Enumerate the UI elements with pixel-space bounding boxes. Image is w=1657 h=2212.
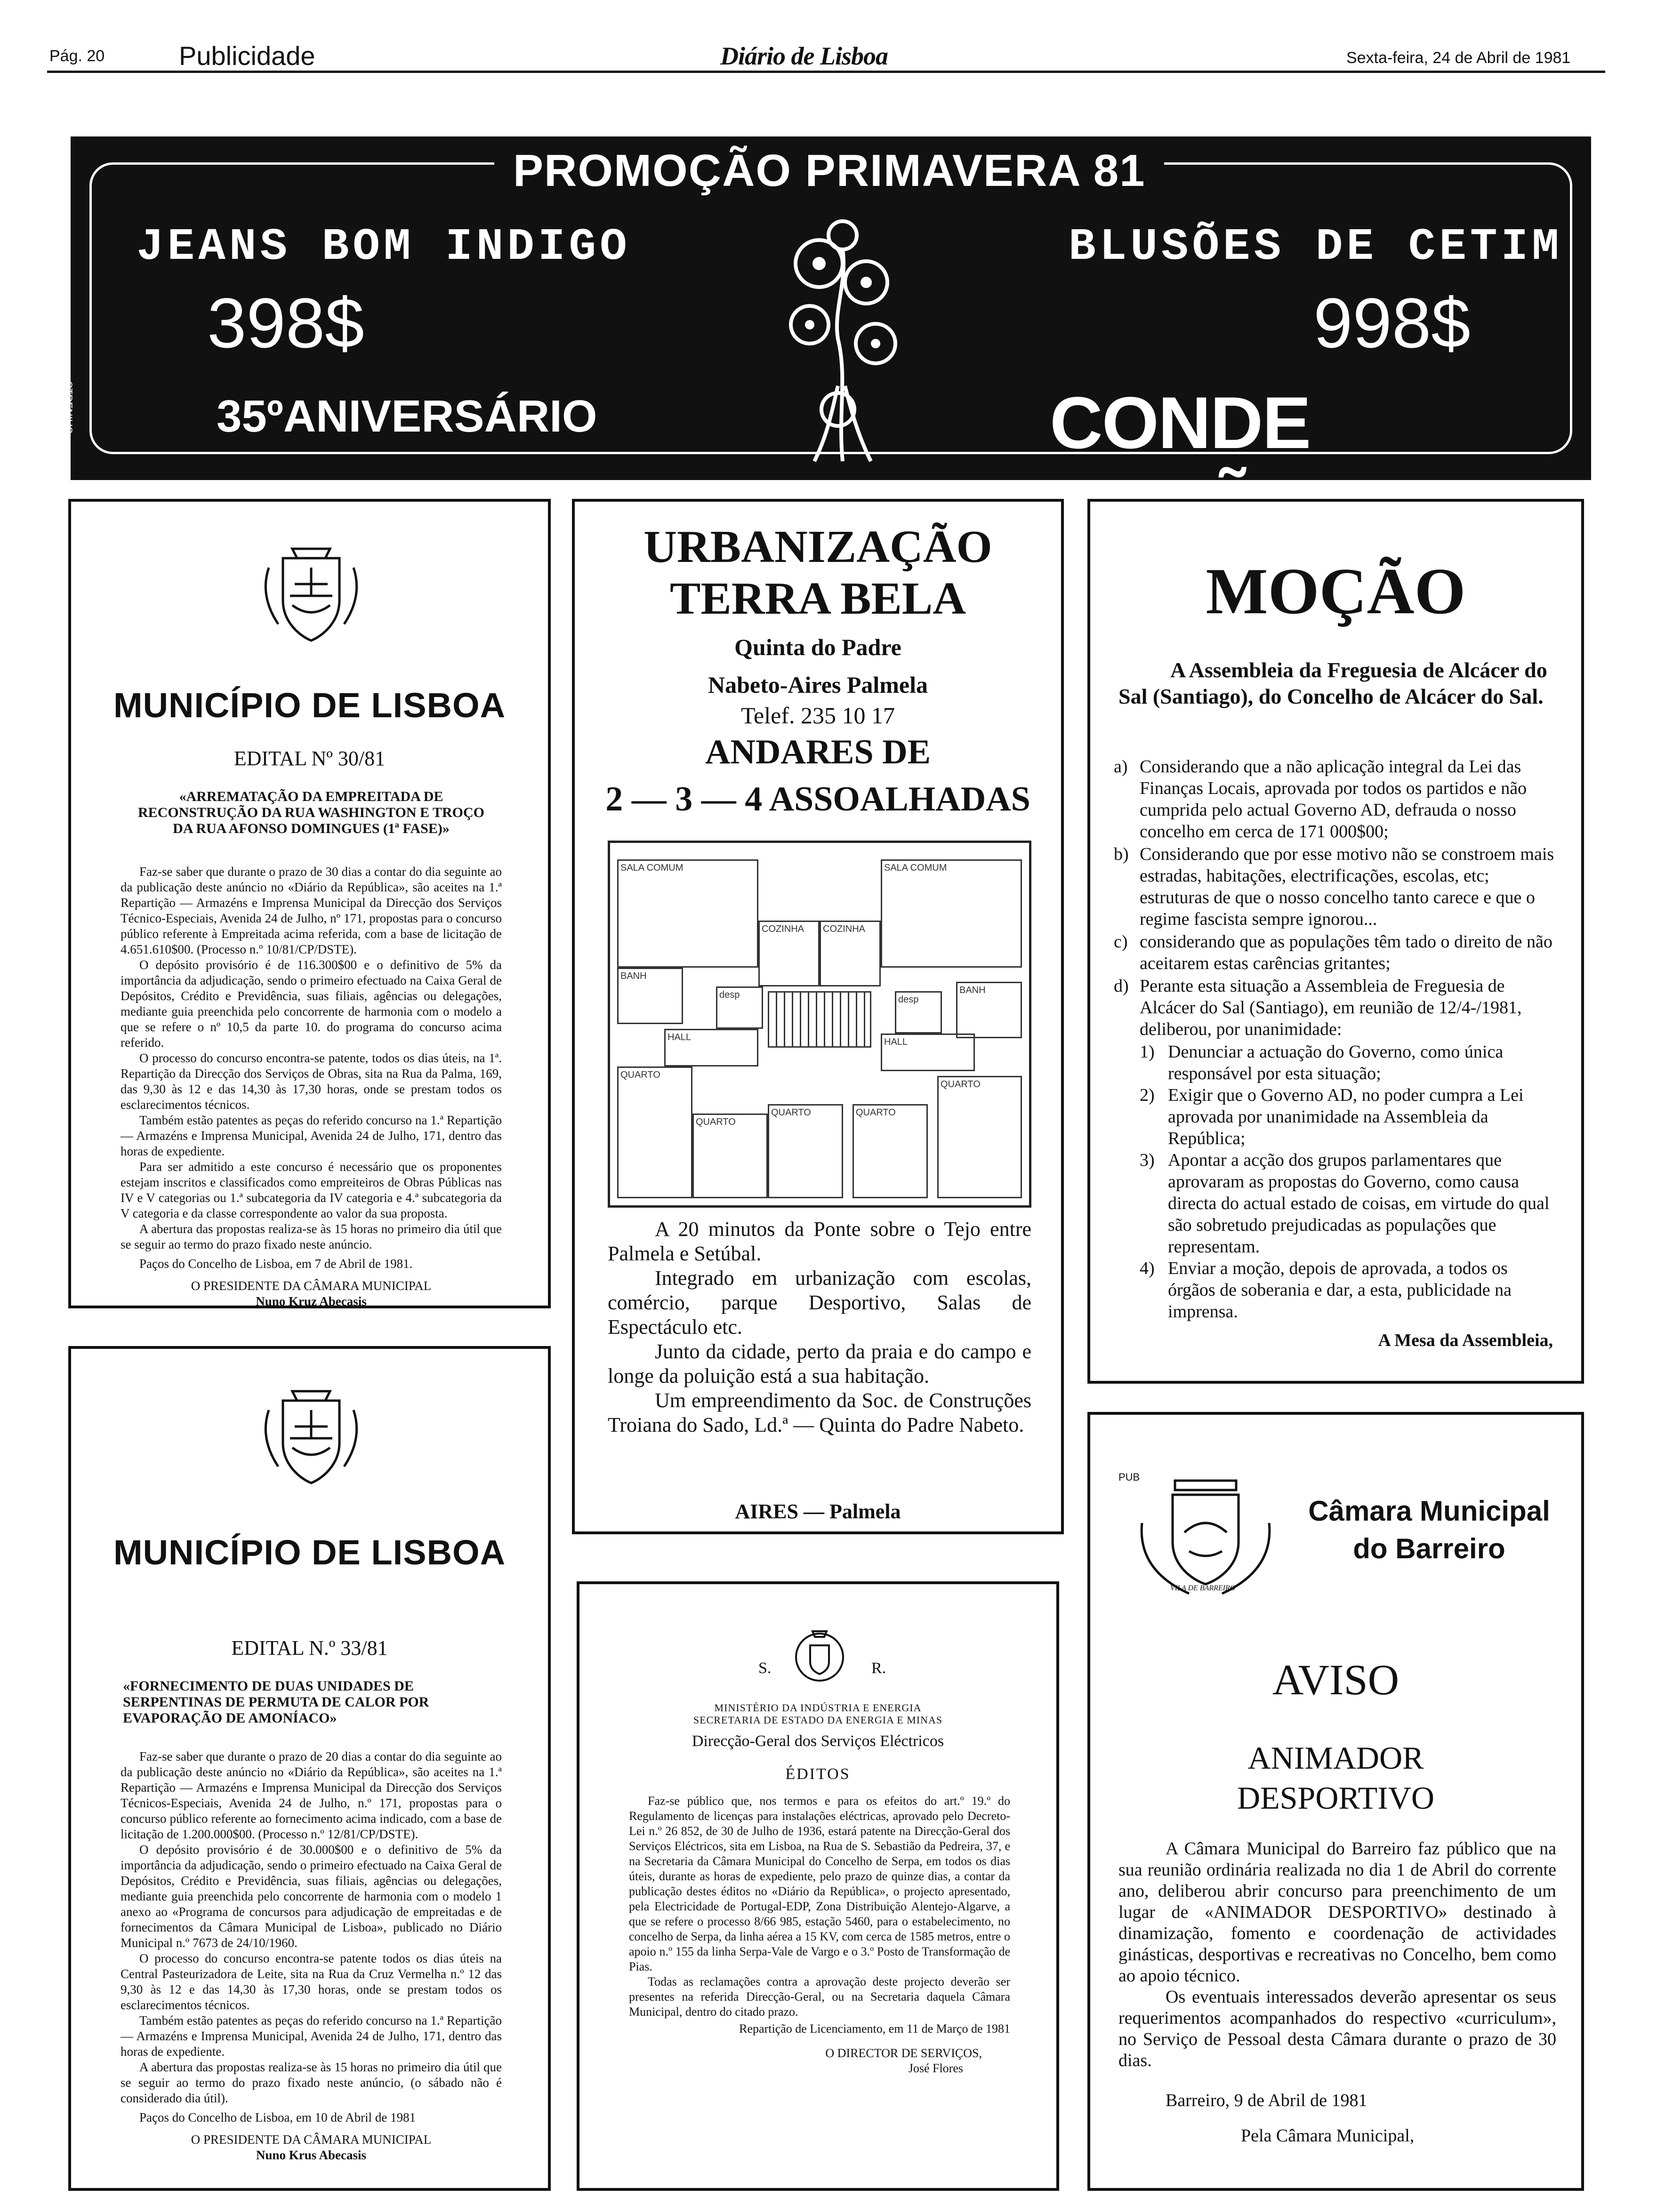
plan-label: COZINHA <box>762 924 804 934</box>
edital-33-81 <box>68 1346 551 2191</box>
lisbon-crest-icon <box>250 1382 372 1490</box>
plan-label: QUARTO <box>941 1079 981 1090</box>
edital2-subject: «FORNECIMENTO DE DUAS UNIDADES DE SERPENTINAS DE PERMUTA DE CALOR POR EVAPORAÇÃO DE AMONÍACO» <box>123 1678 429 1726</box>
edital2-paragraph: Paços do Concelho de Lisboa, em 10 de Abril de 1981 <box>139 2110 416 2124</box>
edital1-subject: «ARREMATAÇÃO DA EMPREITADA DE RECONSTRUÇÃO DA RUA WASHINGTON E TROÇO DA RUA AFONSO DOMINGUES (1ª FASE)» <box>138 789 484 836</box>
plan-label: QUARTO <box>696 1117 736 1127</box>
left-price: 398$ <box>207 283 364 362</box>
mocao-intro: A Assembleia da Freguesia de Alcácer do Sal (Santiago), do Concelho de Alcácer do Sal. <box>1118 658 1547 708</box>
plan-label: desp <box>719 990 740 1000</box>
seal-right-letter: R. <box>871 1659 886 1677</box>
edital1-paragraph: Para ser admitido a este concurso é necessário que os proponentes estejam inscritos e classificados como empreiteiros de Obras Públicas nas IV e V categorias ou 1.ª subcategoria da IV categoria e 4.ª subcategoria da V categoria e da classe correspondente ao valor da sua proposta. <box>121 1160 502 1220</box>
plan-room <box>820 921 881 986</box>
camara-barreiro <box>1087 1412 1584 2191</box>
item-marker: d) <box>1114 976 1129 996</box>
urb-paragraph: Um empreendimento da Soc. de Construções Troiana do Sado, Ld.ª — Quinta do Padre Nabeto. <box>608 1389 1031 1436</box>
plan-room <box>716 986 763 1029</box>
mocao <box>1087 499 1584 1384</box>
mocao-item <box>1114 843 1556 930</box>
mocao-numbered <box>1140 1084 1556 1149</box>
plan-room <box>617 968 683 1024</box>
promo-banner <box>63 136 1591 480</box>
item-marker: 1) <box>1140 1042 1155 1062</box>
editos-heading: ÉDITOS <box>785 1765 851 1783</box>
mocao-numbered <box>1140 1149 1556 1258</box>
plan-room <box>617 1066 692 1198</box>
edital2-paragraph: O depósito provisório é de 30.000$00 e o definitivo de 5% da importância da adjudicação, sendo o primeiro efectuado na Caixa Geral de Depósitos, Crédito e Previdência, suas filiais, agências ou delegações, mediante guia preenchida pelo concorrente de harmonia com o modelo 1 anexo ao «Programa de concursos para adjudicação de empreitadas e de fornecimentos da Câmara Municipal de Lisboa», publicado no Diário Municipal n.º 7673 de 24/10/1960. <box>121 1843 502 1950</box>
item-text: Denunciar a actuação do Governo, como única responsável por esta situação; <box>1168 1042 1504 1083</box>
edital1-paragraph: A abertura das propostas realiza-se às 15 horas no primeiro dia útil que se seguir ao termo do prazo fixado neste anúncio. <box>121 1222 502 1251</box>
page-number: Pág. 20 <box>49 47 105 65</box>
barreiro-date: Barreiro, 9 de Abril de 1981 <box>1166 2091 1367 2110</box>
mocao-signature: A Mesa da Assembleia, <box>1378 1330 1553 1350</box>
edital2-paragraph: Também estão patentes as peças do referido concurso na 1.ª Repartição — Armazéns e Imprensa Municipal, Avenida 24 de Julho, 171, dentro das horas de expediente. <box>121 2013 502 2059</box>
urb-text <box>608 1217 1031 1437</box>
edital-30-81 <box>68 499 551 1308</box>
plan-room <box>895 991 942 1034</box>
mocao-item <box>1114 975 1556 1040</box>
item-marker: c) <box>1114 932 1128 952</box>
item-marker: 4) <box>1140 1258 1155 1278</box>
barreiro-signature: Pela Câmara Municipal, <box>1241 2126 1415 2146</box>
plan-label: SALA COMUM <box>620 863 684 873</box>
ministerio-signature-title: O DIRECTOR DE SERVIÇOS, <box>825 2046 982 2060</box>
edital1-paragraph: Faz-se saber que durante o prazo de 30 dias a contar do dia seguinte ao da publicação deste anúncio no «Diário da República», são aceites na 1.ª Repartição — Armazéns e Imprensa Municipal da Direcção dos Serviços Técnico-Especiais, Avenida 24 de Julho, nº 171, propostas para o concurso público referente à Empreitada acima referida, com a base de licitação de 4.651.610$00. (Processo n.º 10/81/CP/DSTE). <box>121 865 502 956</box>
seal-left-letter: S. <box>758 1659 772 1677</box>
urb-paragraph: Junto da cidade, perto da praia e do campo e longe da poluição está a sua habitação. <box>608 1340 1031 1387</box>
banner-title: PROMOÇÃO PRIMAVERA 81 <box>494 145 1164 197</box>
edital1-signature-name: Nuno Kruz Abecasis <box>256 1294 367 1308</box>
edital2-signature-name: Nuno Krus Abecasis <box>256 2148 367 2162</box>
edital1-paragraph: O depósito provisório é de 116.300$00 e o definitivo de 5% da importância da adjudicação, sendo o primeiro efectuado na Caixa Geral de Depósitos, Crédito e Previdência, suas filiais, agências ou delegações, mediante guia preenchida pelo concorrente de harmonia com o modelo a que se refere o nº 10,5 da parte 10. do programa do concurso acima referido. <box>121 958 502 1050</box>
barreiro-body <box>1118 1838 1556 2147</box>
edital1-signature-title: O PRESIDENTE DA CÂMARA MUNICIPAL <box>191 1279 432 1293</box>
edital1-paragraph: Paços do Concelho de Lisboa, em 7 de Abril de 1981. <box>139 1257 413 1271</box>
side-credit: STRENIUS <box>63 381 74 434</box>
right-product: BLUSÕES DE CETIM <box>1069 221 1563 272</box>
edital2-paragraph: O processo do concurso encontra-se patente todos os dias úteis na Central Pasteurizadora de Leite, sita na Rua da Cruz Vermelha n.º 12 das 9,30 às 12 e das 14,30 às 17,30 horas, onde se prestam todos os esclarecimentos técnicos. <box>121 1951 502 2012</box>
urb-assoalhadas: 2 — 3 — 4 ASSOALHADAS <box>605 780 1030 818</box>
edital2-paragraph: Faz-se saber que durante o prazo de 20 dias a contar do dia seguinte ao da publicação deste anúncio no «Diário da República», são aceites na 1.ª Repartição — Armazéns e Imprensa Municipal da Direcção dos Serviços Técnicos-Especiais, Avenida 24 de Julho, n.º 171, propostas para o concurso público referente ao fornecimento acima indicado, com a base de licitação de 1.200.000$00. (Processo n.º 12/81/CP/DSTE). <box>121 1749 502 1841</box>
ministerio-paragraph: Todas as reclamações contra a aprovação deste projecto deverão ser presentes na referida Direcção-Geral, ou na Secretaria daquela Câmara Municipal, dentro do citado prazo. <box>629 1975 1010 2019</box>
mocao-title: MOÇÃO <box>1206 555 1466 628</box>
barreiro-paragraph: Os eventuais interessados deverão apresentar os seus requerimentos acompanhados do respectivo «curriculum», no Serviço de Pessoal desta Câmara durante o prazo de 30 dias. <box>1118 1987 1556 2070</box>
urb-title-line1: URBANIZAÇÃO <box>643 521 992 572</box>
mocao-numbered <box>1140 1258 1556 1322</box>
urb-sub2: Nabeto-Aires Palmela <box>708 672 928 698</box>
item-marker: a) <box>1114 757 1128 777</box>
edital1-body <box>121 864 502 1309</box>
edital2-body <box>121 1749 502 2163</box>
secretaria-name: SECRETARIA DE ESTADO DA ENERGIA E MINAS <box>693 1714 943 1726</box>
ministry-name: MINISTÉRIO DA INDÚSTRIA E ENERGIA <box>714 1702 922 1714</box>
mocao-item <box>1114 931 1556 974</box>
store-name: CONDE <box>1050 382 1311 464</box>
urb-paragraph: A 20 minutos da Ponte sobre o Tejo entre Palmela e Setúbal. <box>608 1218 1031 1265</box>
lisbon-crest-icon <box>250 539 372 648</box>
barreiro-title-line2: do Barreiro <box>1353 1533 1505 1564</box>
ministerio-body <box>629 1794 1010 2076</box>
plan-label: HALL <box>884 1037 908 1047</box>
item-text: Considerando que por esse motivo não se constroem mais estradas, habitações, electrificações, escolas, etc; estruturas de que o nosso concelho tanto carece e que o regime fascista sempre ignorou... <box>1140 844 1554 929</box>
item-marker: b) <box>1114 844 1129 864</box>
masthead: Diário de Lisboa <box>720 42 888 70</box>
item-marker: 3) <box>1140 1150 1155 1170</box>
item-marker: 2) <box>1140 1085 1155 1105</box>
urb-phone: Telef. 235 10 17 <box>741 702 895 729</box>
urb-sub1: Quinta do Padre <box>734 634 901 660</box>
plan-room <box>853 1104 928 1198</box>
plan-room <box>692 1114 768 1198</box>
animador-line1: ANIMADOR <box>1247 1740 1424 1776</box>
direccao-name: Direcção-Geral dos Serviços Eléctricos <box>692 1732 944 1750</box>
plan-label: QUARTO <box>771 1107 811 1118</box>
urb-andares: ANDARES DE <box>705 733 931 771</box>
plan-room <box>664 1029 758 1066</box>
barreiro-crest-icon <box>1128 1462 1283 1603</box>
urb-paragraph: Integrado em urbanização com escolas, comércio, parque Desportivo, Salas de Espectáculo etc. <box>608 1266 1031 1338</box>
barreiro-paragraph: A Câmara Municipal do Barreiro faz público que na sua reunião ordinária realizada no dia 1 de Abril do corrente ano, deliberou abrir concurso para preenchimento de um lugar de «ANIMADOR DESPORTIVO» destinado à dinamização, fomento e coordenação de actividades ginásticas, desportivas e recreativas no Concelho, bem como ao apoio técnico. <box>1118 1839 1556 1986</box>
item-text: Enviar a moção, depois de aprovada, a todos os órgãos de soberania e dar, a esta, publicidade na imprensa. <box>1168 1258 1512 1322</box>
ministerio-date: Repartição de Licenciamento, em 11 de Março de 1981 <box>739 2022 1010 2036</box>
ministerio-signature-name: José Flores <box>908 2061 963 2075</box>
portugal-seal-icon <box>787 1622 853 1688</box>
left-product: JEANS BOM INDIGO <box>137 221 631 272</box>
plan-room <box>758 921 820 986</box>
plan-label: BANH <box>620 971 647 981</box>
mocao-numbered <box>1140 1041 1556 1084</box>
flower-illustration-icon <box>767 207 918 471</box>
plan-label: BANH <box>959 985 986 995</box>
edital1-title: MUNICÍPIO DE LISBOA <box>113 686 506 725</box>
right-price: 998$ <box>1313 283 1471 362</box>
edital1-paragraph: O processo do concurso encontra-se patente, todos os dias úteis, na 1ª. Repartição da Direcção dos Serviços de Obras, sita na Rua da Palma, 169, das 9,30 às 12 e das 14,30 às 17,30 horas, onde se prestam todos os esclarecimentos técnicos. <box>121 1051 502 1112</box>
edital1-number: EDITAL Nº 30/81 <box>233 747 386 770</box>
plan-label: SALA COMUM <box>884 863 947 873</box>
mocao-items <box>1114 756 1556 1322</box>
edital2-paragraph: A abertura das propostas realiza-se às 15 horas no primeiro dia útil que se seguir ao termo do prazo fixado neste anúncio, (o sábado não é considerado dia útil). <box>121 2060 502 2105</box>
plan-room <box>881 1034 975 1071</box>
plan-label: HALL <box>668 1032 692 1042</box>
plan-label: COZINHA <box>823 924 865 934</box>
plan-room <box>617 859 758 968</box>
animador-line2: DESPORTIVO <box>1237 1780 1435 1816</box>
plan-room <box>937 1076 1022 1198</box>
edital2-signature-title: O PRESIDENTE DA CÂMARA MUNICIPAL <box>191 2132 432 2147</box>
item-text: Exigir que o Governo AD, no poder cumpra a Lei aprovada por unanimidade na Assembleia da República; <box>1168 1085 1524 1148</box>
urb-footer: AIRES — Palmela <box>735 1500 901 1523</box>
edital1-paragraph: Também estão patentes as peças do referido concurso na 1.ª Repartição — Armazéns e Imprensa Municipal, Avenida 24 de Julho, 171, dentro das horas de expediente. <box>121 1113 502 1158</box>
item-text: Perante esta situação a Assembleia de Freguesia de Alcácer do Sal (Santiago), em reunião de 12/4-/1981, deliberou, por unanimidade: <box>1140 976 1522 1039</box>
barreiro-title-line1: Câmara Municipal <box>1308 1495 1550 1527</box>
edital2-title: MUNICÍPIO DE LISBOA <box>113 1533 506 1572</box>
floor-plan <box>608 841 1031 1208</box>
section-label: Publicidade <box>179 41 315 71</box>
plan-label: QUARTO <box>620 1070 660 1080</box>
edital2-number: EDITAL N.º 33/81 <box>231 1636 388 1659</box>
item-text: Considerando que a não aplicação integral da Lei das Finanças Locais, aprovada por todos os partidos e não cumprida pelo actual Governo AD, defrauda o nosso concelho em cerca de 171 000$00; <box>1140 757 1527 842</box>
item-text: Apontar a acção dos grupos parlamentares que aprovaram as propostas do Governo, como causa directa do actual estado de coisas, em virtude do qual são sobretudo prejudicadas as populações que representam. <box>1168 1150 1550 1257</box>
plan-room <box>881 859 1022 968</box>
ministerio-paragraph: Faz-se público que, nos termos e para os efeitos do art.º 19.º do Regulamento de licenças para instalações eléctricas, aprovado pelo Decreto-Lei n.º 26 852, de 30 de Julho de 1936, estará patente na Direcção-Geral dos Serviços Eléctricos, sita em Lisboa, na Rua de S. Sebastião da Pedreira, 37, e na Secretaria da Câmara Municipal do Concelho de Serpa, em todos os dias úteis, durante as horas de expediente, pelo prazo de quinze dias, a contar da publicação destes éditos no «Diário da República», o projecto apresentado, pela Electricidade de Portugal-EDP, Zona Distribuição Alentejo-Algarve, a que se refere o processo 8/66 985, estação 5460, para o estabelecimento, no concelho de Serpa, da linha aérea a 15 KV, com cerca de 1585 metros, entre o apoio n.º 155 da linha Serpa-Vale de Vargo e o 3.º Posto de Transformação de Pias. <box>629 1794 1010 1973</box>
urbanizacao-terra-bela <box>572 499 1064 1534</box>
plan-label: desp <box>898 994 919 1005</box>
plan-room <box>956 982 1022 1038</box>
aviso-heading: AVISO <box>1272 1656 1400 1704</box>
crest-ribbon-text: VILA DE BARREIRO <box>1170 1584 1236 1592</box>
plan-label: QUARTO <box>856 1107 896 1118</box>
pub-label: PUB <box>1118 1471 1140 1483</box>
header-rule <box>47 71 1605 73</box>
item-text: considerando que as populações têm tado o direito de não aceitarem estas carências gritantes; <box>1140 932 1552 973</box>
urb-title-line2: TERRA BELA <box>669 573 966 624</box>
stairs <box>768 991 871 1048</box>
ministerio-editos <box>577 1581 1059 2191</box>
plan-room <box>768 1104 843 1198</box>
mocao-item <box>1114 756 1556 842</box>
date-line: Sexta-feira, 24 de Abril de 1981 <box>1346 49 1571 67</box>
anniversary: 35ºANIVERSÁRIO <box>217 391 597 441</box>
